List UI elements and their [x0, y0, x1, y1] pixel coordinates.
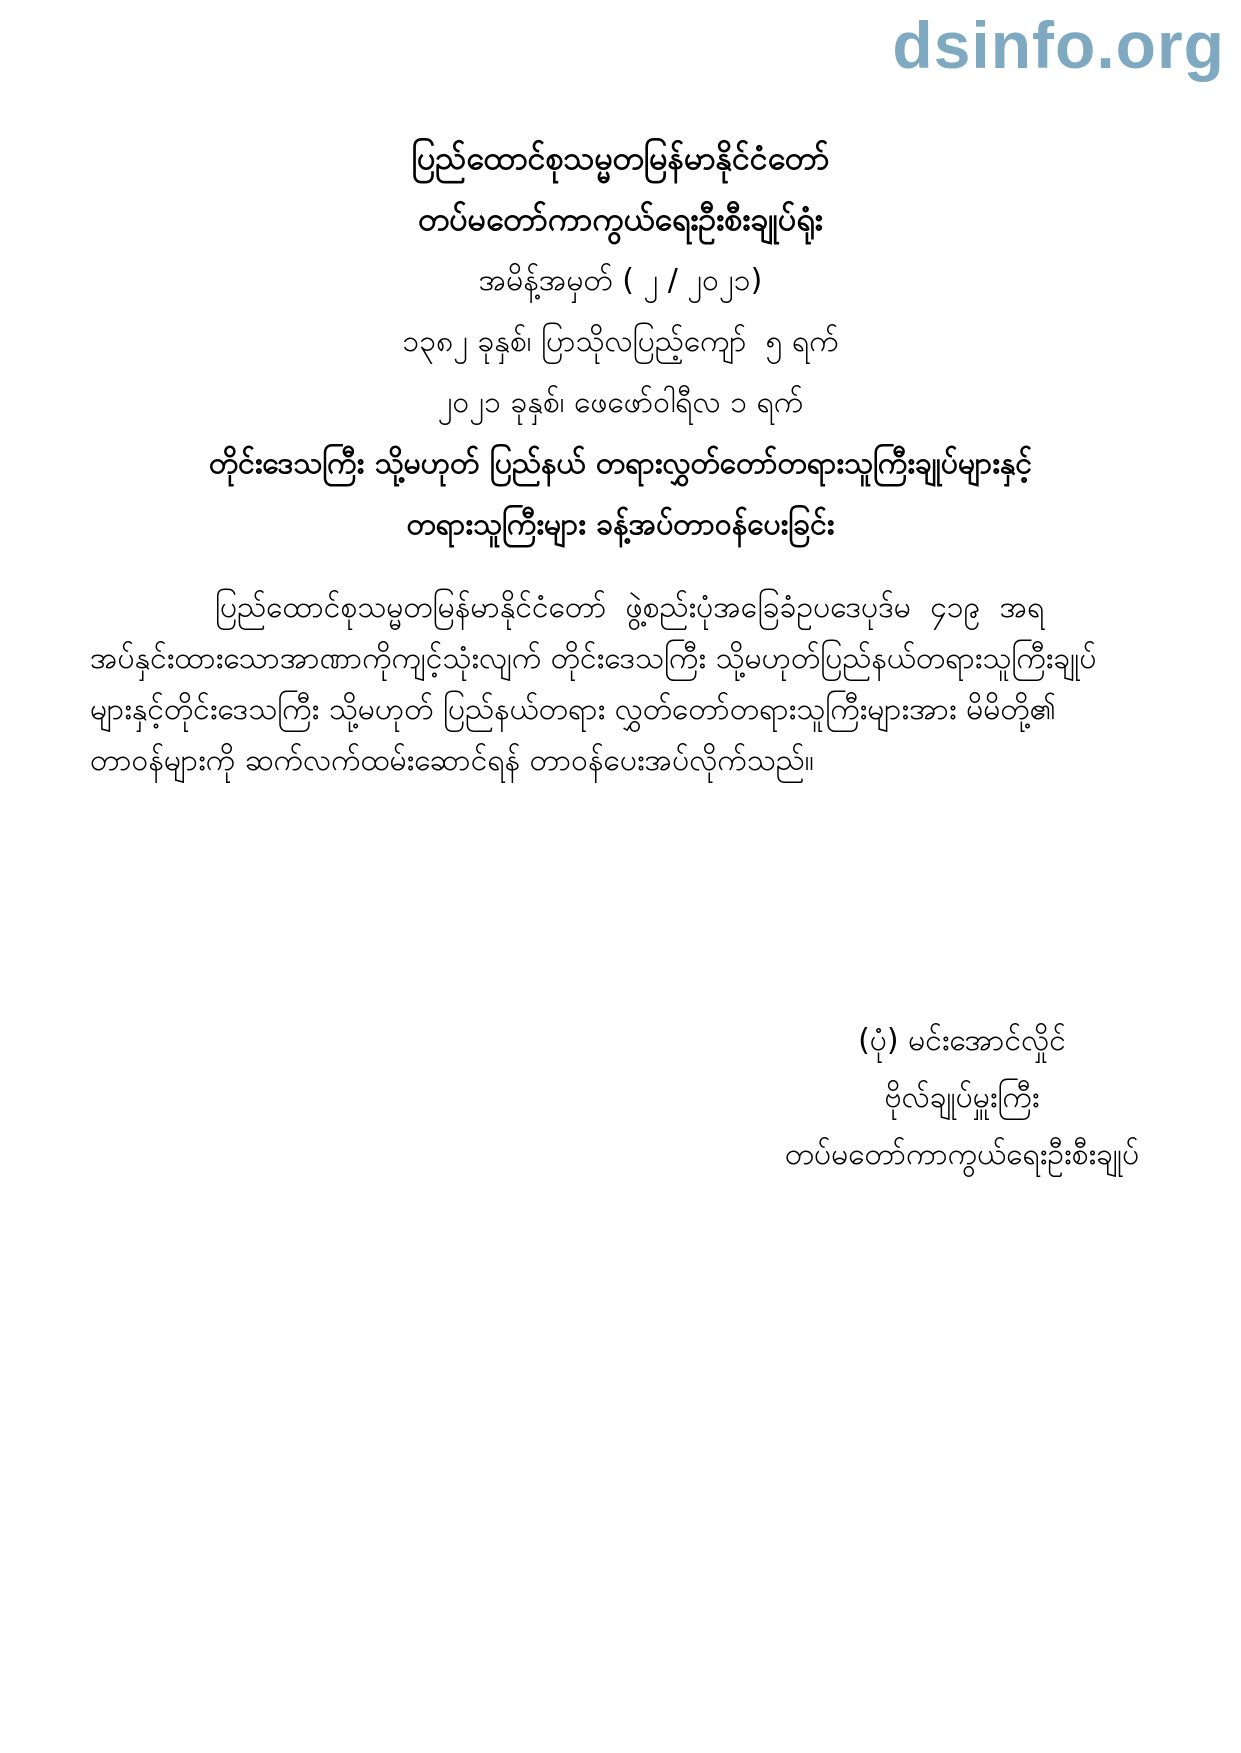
body-paragraph-line-3: များနှင့်တိုင်းဒေသကြီး သို့မဟုတ် ပြည်နယ်တရား လွှတ်တော်တရားသူကြီးများအား မိမိတို့၏ [90, 692, 1057, 727]
header-line-country: ပြည်ထောင်စုသမ္မတမြန်မာနိုင်ငံတော် [411, 139, 830, 177]
header-line-gregorian-date: ၂၀၂၁ ခုနှစ်၊ ဖေဖော်ဝါရီလ ၁ ရက် [437, 385, 804, 420]
header-line-subject-2: တရားသူကြီးများ ခန့်အပ်တာဝန်ပေးခြင်း [406, 507, 835, 542]
body-paragraph-line-2: အပ်နှင်းထားသောအာဏာကိုကျင့်သုံးလျက် တိုင်းဒေသကြီး သို့မဟုတ်ပြည်နယ်တရားသူကြီးချုပ် [90, 641, 1097, 676]
body-paragraph-line-4: တာဝန်များကို ဆက်လက်ထမ်းဆောင်ရန် တာဝန်ပေးအပ်လိုက်သည်။ [90, 743, 814, 778]
signature-title-line: တပ်မတော်ကာကွယ်ရေးဦးစီးချုပ် [784, 1137, 1140, 1172]
body-paragraph-line-1: ပြည်ထောင်စုသမ္မတမြန်မာနိုင်ငံတော် ဖွဲ့စည်းပုံအခြေခံဥပဒေပုဒ်မ ၄၁၉ အရ [215, 590, 1045, 625]
document-body [90, 582, 1152, 786]
header-line-subject-1: တိုင်းဒေသကြီး သို့မဟုတ် ပြည်နယ် တရားလွှတ်တော်တရားသူကြီးချုပ်များနှင့် [208, 446, 1033, 481]
header-line-order-number: အမိန့်အမှတ် ( ၂ / ၂၀၂၁) [478, 263, 763, 298]
watermark-logo: dsinfo.org [892, 8, 1225, 82]
signature-rank-line: ဗိုလ်ချုပ်မှူးကြီး [884, 1080, 1040, 1115]
signature-name-line: (ပုံ) မင်းအောင်လှိုင် [858, 1023, 1066, 1058]
header-line-office: တပ်မတော်ကာကွယ်ရေးဦးစီးချုပ်ရုံး [418, 200, 823, 238]
header-line-myanmar-date: ၁၃၈၂ ခုနှစ်၊ ပြာသိုလပြည့်ကျော် ၅ ရက် [402, 324, 839, 359]
signature-block [752, 1012, 1172, 1183]
document-header [0, 128, 1241, 555]
